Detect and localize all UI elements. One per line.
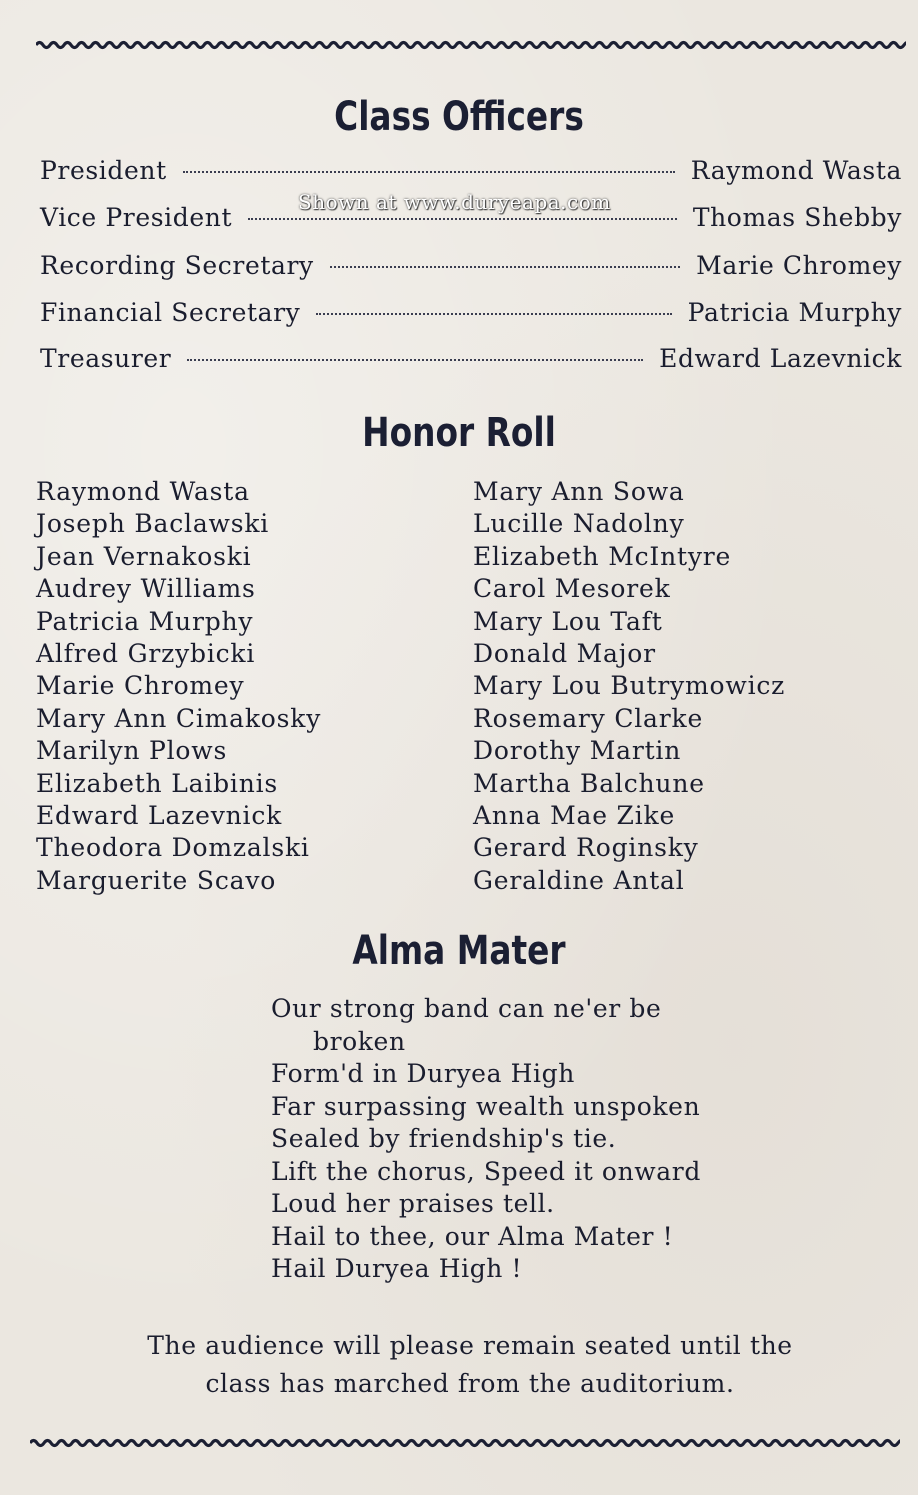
honor-name: Jean Vernakoski [36,541,252,571]
bottom-wave-border [30,1436,900,1450]
honor-name: Theodora Domzalski [36,833,310,863]
class-officers-heading: Class Officers [334,94,584,140]
officer-name: Marie Chromey [696,251,902,280]
honor-name: Mary Lou Taft [473,606,663,636]
lyric-line: Hail to thee, our Alma Mater ! [271,1221,674,1251]
leader-dots [183,171,675,173]
officer-name: Raymond Wasta [690,156,902,185]
closing-note [100,1327,840,1403]
honor-name: Mary Ann Cimakosky [36,703,322,733]
honor-name: Edward Lazevnick [36,801,283,831]
lyric-line: Hail Duryea High ! [271,1254,523,1283]
honor-name: Lucille Nadolny [473,509,685,539]
honor-roll-heading: Honor Roll [362,410,556,456]
honor-name: Anna Mae Zike [473,801,676,831]
honor-name: Elizabeth McIntyre [473,541,732,571]
officer-title: Treasurer [40,344,172,373]
officer-name: Edward Lazevnick [659,344,902,373]
honor-name: Gerard Roginsky [473,833,699,863]
lyric-line: Loud her praises tell. [271,1189,555,1218]
officer-title: Recording Secretary [40,251,314,280]
honor-name: Raymond Wasta [36,477,250,506]
lyric-line: Lift the chorus, Speed it onward [271,1156,701,1186]
honor-name: Rosemary Clarke [473,703,704,733]
honor-roll-right-column [473,476,785,897]
honor-name: Geraldine Antal [473,865,685,895]
honor-name: Donald Major [473,639,656,669]
honor-name: Mary Ann Sowa [473,477,685,506]
top-wave-border [36,38,906,52]
closing-note-line: The audience will please remain seated until the [147,1331,793,1360]
lyric-line: Form'd in Duryea High [271,1059,575,1088]
alma-mater-heading: Alma Mater [352,928,566,974]
honor-name: Joseph Baclawski [36,509,270,539]
officer-name: Patricia Murphy [687,298,902,327]
honor-name: Alfred Grzybicki [36,639,256,669]
honor-name: Patricia Murphy [36,606,254,636]
lyric-line: Our strong band can ne'er be [271,994,662,1023]
officer-title: President [40,156,167,185]
closing-note-line: class has marched from the auditorium. [205,1369,735,1398]
leader-dots [187,359,643,361]
honor-name: Elizabeth Laibinis [36,768,279,798]
honor-name: Marguerite Scavo [36,865,277,895]
honor-name: Marie Chromey [36,671,245,701]
leader-dots [316,313,671,315]
honor-name: Marilyn Plows [36,736,228,766]
lyric-line: Far surpassing wealth unspoken [271,1091,701,1121]
website-watermark: Shown at www.duryeapa.com [298,190,611,214]
honor-name: Dorothy Martin [473,736,682,766]
honor-name: Audrey Williams [36,574,256,604]
alma-mater-lyrics [271,993,701,1286]
lyric-line: broken [313,1026,406,1056]
officer-row-treasurer [40,344,902,378]
leader-dots [330,266,680,268]
officer-title: Vice President [40,203,233,232]
honor-roll-left-column [36,476,321,897]
officer-row-president [40,156,902,190]
officer-name: Thomas Shebby [692,203,902,232]
lyric-line: Sealed by friendship's tie. [271,1124,617,1153]
leader-dots [248,218,677,220]
honor-name: Martha Balchune [473,768,705,798]
officer-row-recording-secretary [40,251,902,285]
officer-title: Financial Secretary [40,298,301,327]
officer-row-financial-secretary [40,298,902,332]
honor-name: Mary Lou Butrymowicz [473,671,786,701]
honor-name: Carol Mesorek [473,574,671,604]
